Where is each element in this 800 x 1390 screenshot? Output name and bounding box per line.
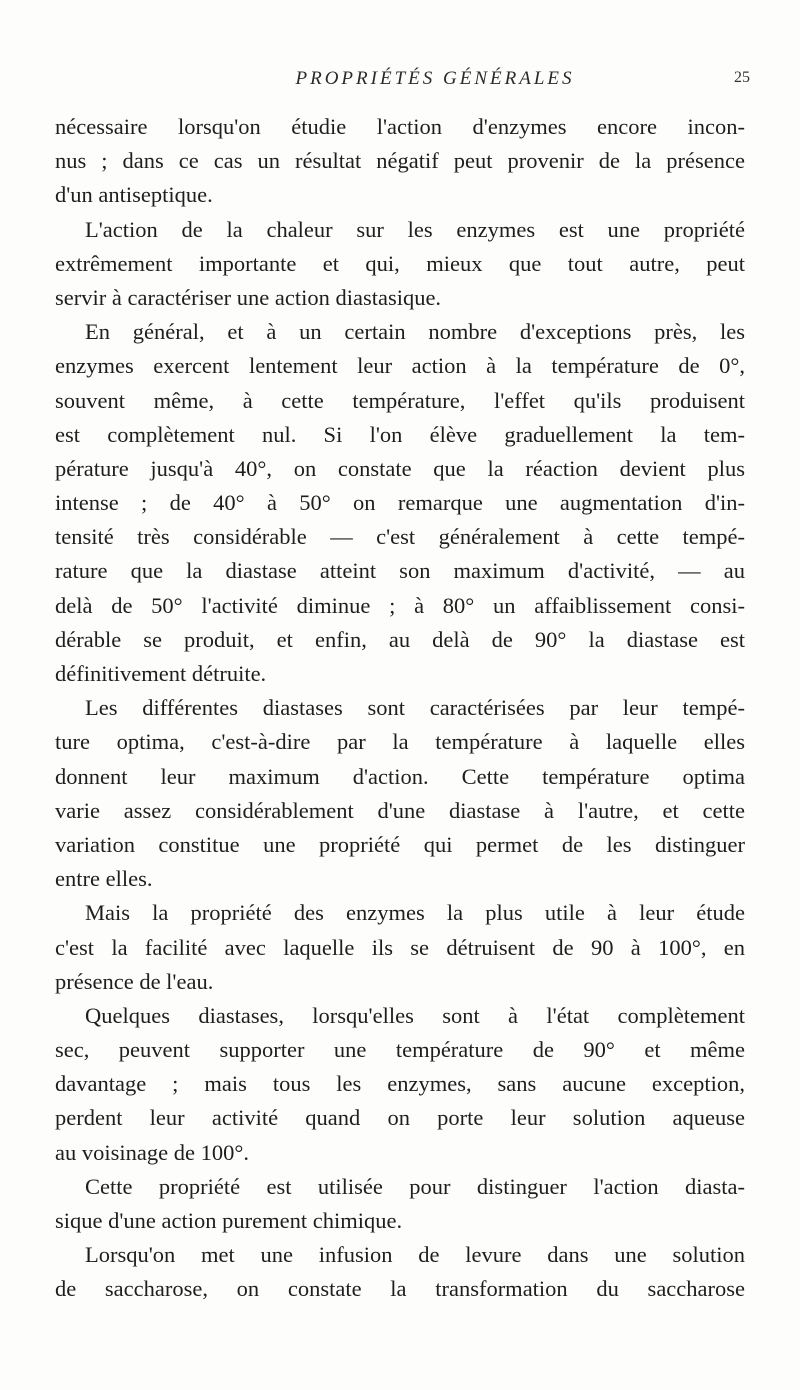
text-line: c'est la facilité avec laquelle ils se détruisent de 90 à 100°, en [55, 934, 745, 960]
text-line: enzymes exercent lentement leur action à la température de 0°, [55, 353, 745, 379]
text-line: nus ; dans ce cas un résultat négatif peut provenir de la présence [55, 148, 745, 174]
text-line: au voisinage de 100°. [55, 1139, 249, 1165]
text-line: En général, et à un certain nombre d'exceptions près, les [85, 319, 745, 345]
text-line: intense ; de 40° à 50° on remarque une augmentation d'in- [55, 490, 745, 516]
text-line: Les différentes diastases sont caractérisées par leur tempé- [85, 695, 745, 721]
text-line: rature que la diastase atteint son maximum d'activité, — au [55, 558, 745, 584]
running-title: PROPRIÉTÉS GÉNÉRALES [295, 68, 575, 89]
text-line: sec, peuvent supporter une température de 90° et même [55, 1037, 745, 1063]
text-line: Cette propriété est utilisée pour distinguer l'action diasta- [85, 1173, 745, 1199]
text-line: Quelques diastases, lorsqu'elles sont à l'état complètement [85, 1002, 745, 1028]
text-line: de saccharose, on constate la transformation du saccharose [55, 1276, 745, 1302]
text-line: présence de l'eau. [55, 968, 214, 994]
text-line: perdent leur activité quand on porte leur solution aqueuse [55, 1105, 745, 1131]
text-line: servir à caractériser une action diastasique. [55, 284, 442, 310]
text-line: variation constitue une propriété qui permet de les distinguer [55, 831, 745, 857]
text-line: ture optima, c'est-à-dire par la température à laquelle elles [55, 729, 745, 755]
text-line: davantage ; mais tous les enzymes, sans aucune exception, [55, 1071, 745, 1097]
text-line: Mais la propriété des enzymes la plus utile à leur étude [85, 900, 745, 926]
text-line: donnent leur maximum d'action. Cette température optima [55, 763, 745, 789]
text-line: tensité très considérable — c'est généralement à cette tempé- [55, 524, 745, 550]
text-line: Lorsqu'on met une infusion de levure dans une solution [85, 1242, 745, 1268]
text-line: d'un antiseptique. [55, 182, 213, 208]
running-head [120, 68, 750, 94]
text-line: pérature jusqu'à 40°, on constate que la réaction devient plus [55, 455, 745, 481]
body-text [55, 110, 745, 1307]
text-line: entre elles. [55, 866, 153, 892]
text-line: est complètement nul. Si l'on élève graduellement la tem- [55, 421, 745, 447]
text-line: souvent même, à cette température, l'effet qu'ils produisent [55, 387, 745, 413]
text-line: varie assez considérablement d'une diastase à l'autre, et cette [55, 797, 745, 823]
text-line: définitivement détruite. [55, 661, 267, 686]
page-number: 25 [734, 69, 750, 86]
text-line: nécessaire lorsqu'on étudie l'action d'enzymes encore incon- [55, 114, 745, 139]
text-line: dérable se produit, et enfin, au delà de 90° la diastase est [55, 626, 745, 652]
text-line: extrêmement importante et qui, mieux que tout autre, peut [55, 250, 745, 276]
text-line: delà de 50° l'activité diminue ; à 80° un affaiblissement consi- [55, 592, 745, 618]
text-line: L'action de la chaleur sur les enzymes est une propriété [85, 216, 745, 242]
text-line: sique d'une action purement chimique. [55, 1208, 403, 1233]
